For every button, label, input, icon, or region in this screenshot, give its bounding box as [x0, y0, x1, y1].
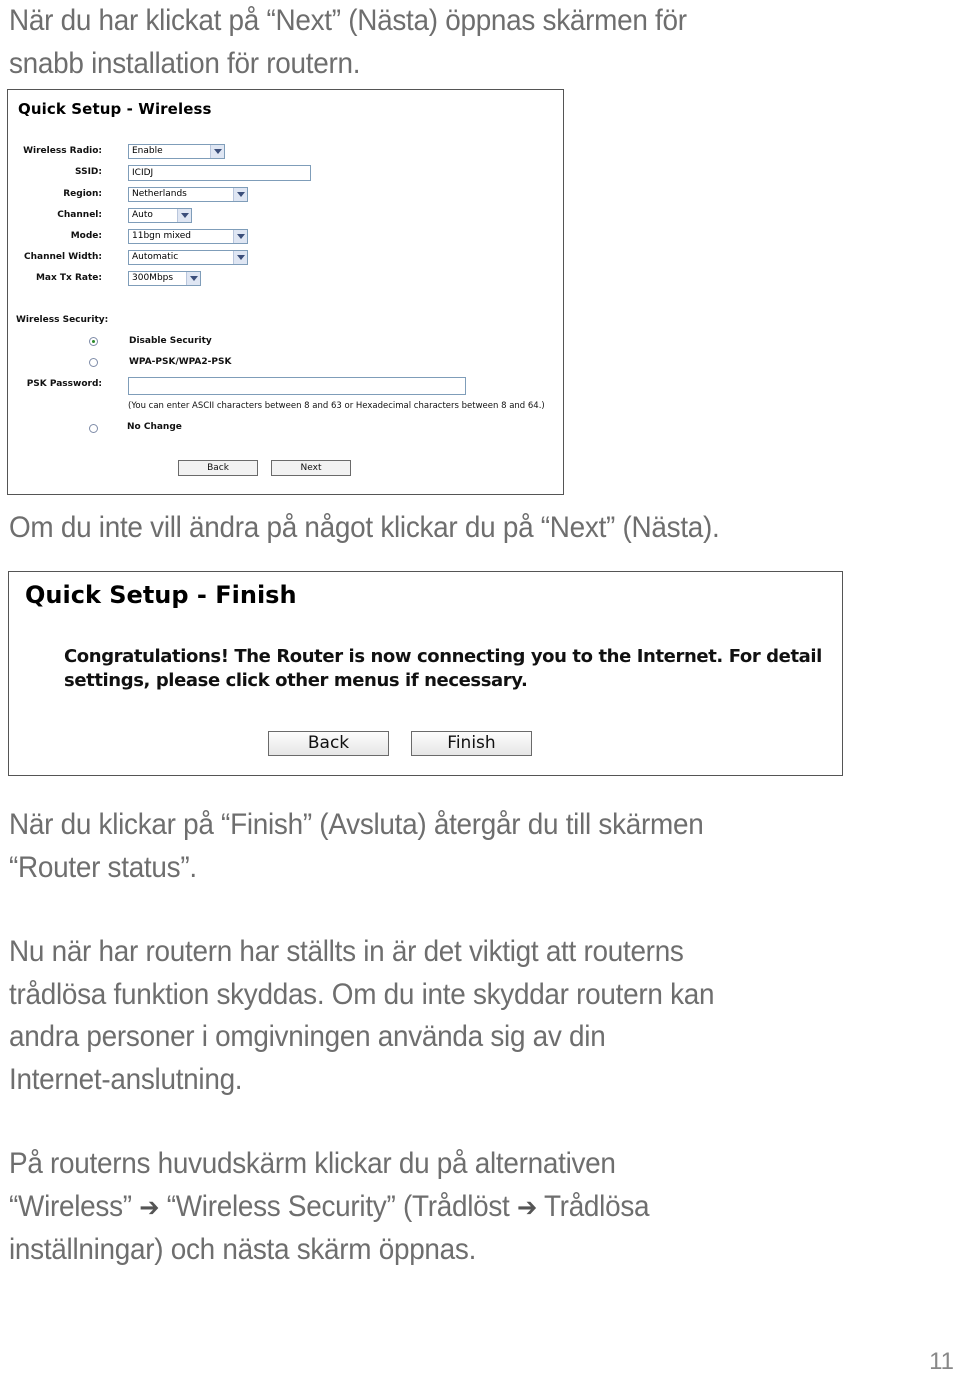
arrow-right-icon: ➔	[516, 1192, 537, 1223]
paragraph-3-line-1: När du klickar på “Finish” (Avsluta) återgår du till skärmen	[9, 808, 704, 841]
max-tx-rate-value: 300Mbps	[132, 273, 174, 283]
channel-value: Auto	[132, 210, 153, 220]
psk-password-label: PSK Password:	[26, 379, 102, 389]
wireless-security-label: Wireless Security:	[16, 315, 109, 325]
channel-width-select[interactable]	[128, 250, 248, 265]
paragraph-4-line-3: andra personer i omgivningen använda sig av din	[9, 1020, 606, 1053]
region-value: Netherlands	[132, 189, 187, 199]
intro-line-1: När du har klickat på “Next” (Nästa) öppnas skärmen för	[9, 4, 687, 37]
chevron-down-icon	[233, 251, 247, 264]
finish-back-button[interactable]: Back	[268, 731, 389, 756]
finish-screen-title: Quick Setup - Finish	[25, 581, 297, 609]
finish-message-line-2: settings, please click other menus if necessary.	[64, 670, 528, 691]
paragraph-5	[9, 1143, 649, 1272]
channel-label: Channel:	[57, 210, 102, 220]
paragraph-4-line-4: Internet-anslutning.	[9, 1062, 243, 1096]
region-label: Region:	[63, 189, 102, 199]
paragraph-2	[9, 507, 720, 550]
chevron-down-icon	[210, 145, 224, 158]
paragraph-4-line-1: Nu när har routern har ställts in är det viktigt att routerns	[9, 935, 684, 968]
disable-security-radio[interactable]	[89, 337, 98, 346]
chevron-down-icon	[233, 230, 247, 243]
mode-select[interactable]	[128, 229, 248, 244]
channel-width-value: Automatic	[132, 252, 179, 262]
mode-value: 11bgn mixed	[132, 231, 192, 241]
wireless-radio-select[interactable]	[128, 144, 225, 159]
no-change-option-label: No Change	[127, 422, 182, 432]
region-select[interactable]	[128, 187, 248, 202]
wireless-back-button[interactable]: Back	[178, 460, 258, 476]
wireless-radio-value: Enable	[132, 146, 163, 156]
max-tx-rate-label: Max Tx Rate:	[35, 273, 102, 283]
paragraph-3	[9, 804, 703, 889]
paragraph-5-wireless-security: “Wireless Security” (Trådlöst	[166, 1189, 510, 1223]
paragraph-5-wireless: “Wireless”	[9, 1189, 132, 1223]
chevron-down-icon	[186, 272, 200, 285]
wireless-next-button[interactable]: Next	[271, 460, 351, 476]
arrow-right-icon: ➔	[139, 1192, 160, 1223]
wireless-radio-label: Wireless Radio:	[23, 146, 102, 156]
paragraph-5-line-3: inställningar) och nästa skärm öppnas.	[9, 1233, 477, 1266]
ssid-label: SSID:	[75, 167, 102, 177]
quick-setup-finish-screenshot	[8, 571, 843, 776]
wpa-psk-option-label: WPA-PSK/WPA2-PSK	[129, 357, 232, 367]
intro-paragraph	[9, 0, 687, 85]
mode-label: Mode:	[70, 231, 102, 241]
intro-line-2: snabb installation för routern.	[9, 46, 361, 80]
page-number: 11	[929, 1348, 954, 1375]
quick-setup-wireless-screenshot	[7, 89, 564, 495]
disable-security-option-label: Disable Security	[129, 336, 212, 346]
channel-width-label: Channel Width:	[24, 252, 102, 262]
paragraph-2-line: Om du inte vill ändra på något klickar du på “Next” (Nästa).	[9, 511, 720, 544]
finish-message-line-1: Congratulations! The Router is now connecting you to the Internet. For detail	[64, 646, 822, 667]
chevron-down-icon	[177, 209, 191, 222]
finish-message	[64, 645, 822, 693]
paragraph-5-line-2	[9, 1186, 649, 1230]
paragraph-5-tradlosa: Trådlösa	[543, 1189, 650, 1223]
paragraph-4-line-2: trådlösa funktion skyddas. Om du inte skyddar routern kan	[9, 977, 715, 1011]
chevron-down-icon	[233, 188, 247, 201]
paragraph-3-line-2: “Router status”.	[9, 850, 197, 884]
wireless-screen-title: Quick Setup - Wireless	[18, 100, 212, 118]
psk-password-input[interactable]	[128, 377, 466, 395]
ssid-input[interactable]: ICIDJ	[128, 165, 311, 181]
no-change-radio[interactable]	[89, 424, 98, 433]
paragraph-5-line-1: På routerns huvudskärm klickar du på alternativen	[9, 1147, 616, 1180]
psk-password-note: (You can enter ASCII characters between 8 and 63 or Hexadecimal characters between 8 and 64.)	[128, 401, 545, 411]
wpa-psk-radio[interactable]	[89, 358, 98, 367]
max-tx-rate-select[interactable]	[128, 271, 201, 286]
channel-select[interactable]	[128, 208, 192, 223]
paragraph-4	[9, 931, 714, 1101]
finish-button[interactable]: Finish	[411, 731, 532, 756]
